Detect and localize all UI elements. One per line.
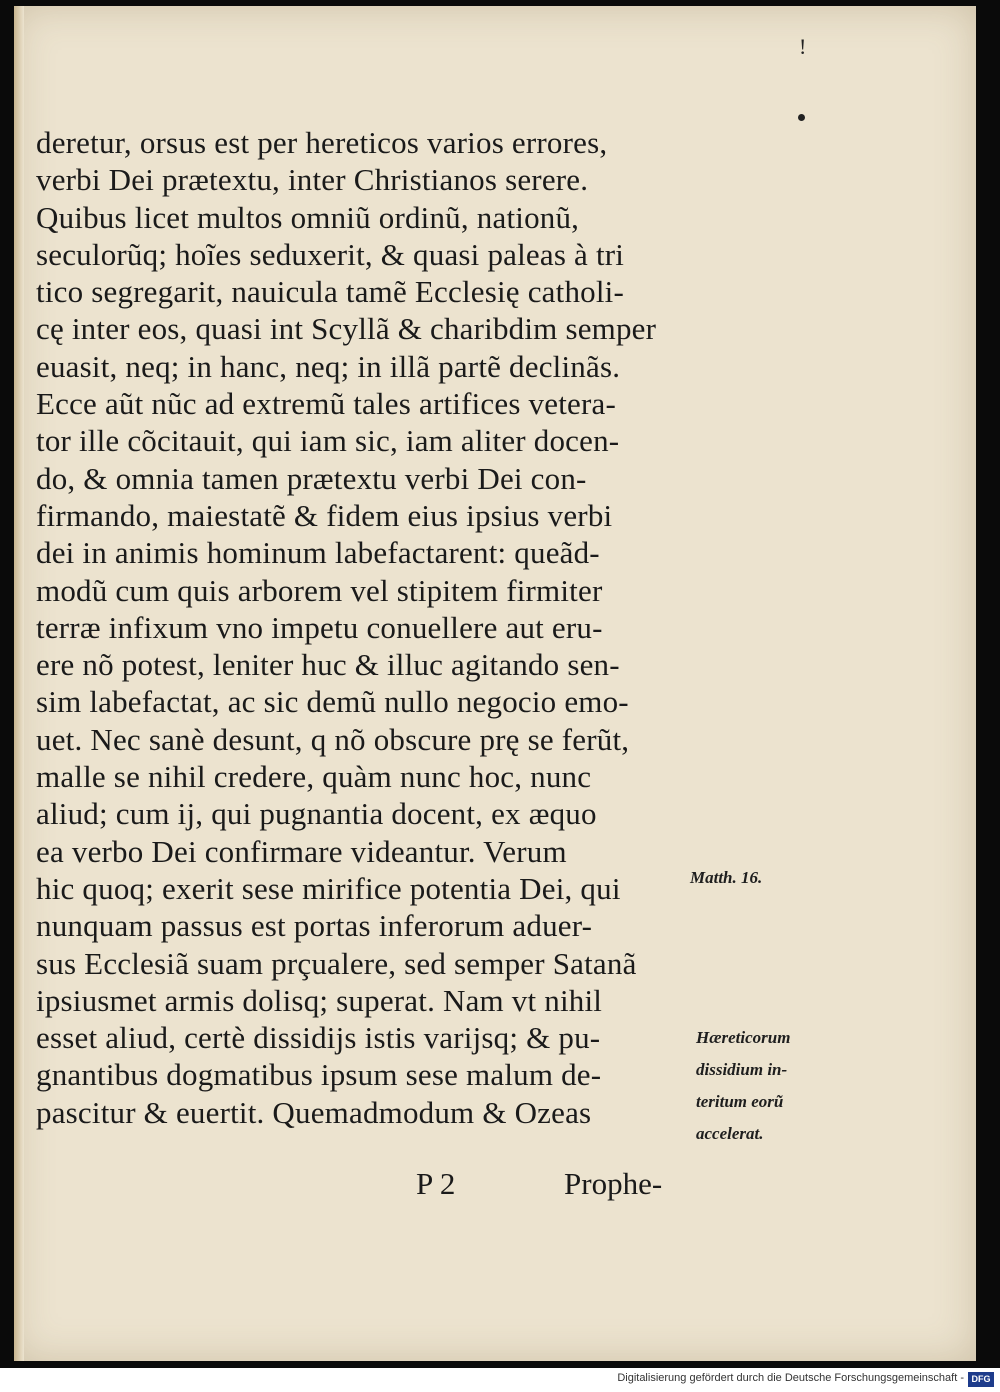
dfg-logo: DFG bbox=[968, 1372, 994, 1387]
text-line: uet. Nec sanè desunt, q nõ obscure prę se ferũt, bbox=[36, 721, 630, 757]
text-line: Ecce aũt nũc ad extremũ tales artifices vetera- bbox=[36, 386, 616, 422]
text-line: esset aliud, certè dissidijs istis varijsq; & pu- bbox=[36, 1020, 601, 1056]
main-text-block bbox=[36, 124, 716, 1131]
text-line: ere nõ potest, leniter huc & illuc agitando sen- bbox=[36, 647, 620, 683]
text-line: hic quoq; exerit sese mirifice potentia Dei, qui bbox=[36, 870, 621, 906]
signature-mark: P 2 bbox=[416, 1166, 456, 1201]
text-line: sus Ecclesiã suam prçualere, sed semper Satanã bbox=[36, 945, 637, 981]
text-line: sim labefactat, ac sic demũ nullo negocio emo- bbox=[36, 684, 629, 720]
folio-mark: ! bbox=[799, 34, 807, 59]
text-line: cę inter eos, quasi int Scyllã & charibdim semper bbox=[36, 311, 657, 347]
marginal-note-heretics-line1: Hæreticorum bbox=[696, 1028, 791, 1047]
marginal-note-heretics-line4: accelerat. bbox=[696, 1124, 764, 1143]
text-line: gnantibus dogmatibus ipsum sese malum de- bbox=[36, 1057, 602, 1093]
text-line: verbi Dei prætextu, inter Christianos serere. bbox=[36, 162, 589, 198]
text-line: malle se nihil credere, quàm nunc hoc, nunc bbox=[36, 759, 592, 795]
text-line: tico segregarit, nauicula tamẽ Ecclesię catholi- bbox=[36, 274, 624, 310]
page-gutter-shadow bbox=[14, 6, 24, 1361]
text-line: aliud; cum ij, qui pugnantia docent, ex æquo bbox=[36, 796, 597, 832]
text-line: terræ infixum vno impetu conuellere aut eru- bbox=[36, 609, 603, 645]
marginal-note-heretics-line3: teritum eorũ bbox=[696, 1092, 784, 1111]
marginal-note-heretics-line2: dissidium in- bbox=[696, 1060, 788, 1079]
footer-bar bbox=[0, 1368, 1000, 1392]
text-line: modũ cum quis arborem vel stipitem firmiter bbox=[36, 572, 603, 608]
catchword: Prophe- bbox=[564, 1166, 663, 1201]
text-line: ea verbo Dei confirmare videantur. Verum bbox=[36, 833, 567, 869]
marginal-note-matthew: Matth. 16. bbox=[690, 868, 763, 887]
text-line: do, & omnia tamen prætextu verbi Dei con- bbox=[36, 460, 587, 496]
ink-dot bbox=[798, 114, 805, 121]
text-line: dei in animis hominum labefactarent: queãd- bbox=[36, 535, 600, 571]
book-page bbox=[14, 6, 976, 1361]
text-line: Quibus licet multos omniũ ordinũ, nationũ, bbox=[36, 199, 580, 235]
text-line: deretur, orsus est per hereticos varios errores, bbox=[36, 125, 608, 160]
text-line: tor ille cõcitauit, qui iam sic, iam aliter docen- bbox=[36, 423, 620, 459]
text-line: euasit, neq; in hanc, neq; in illã partẽ declinãs. bbox=[36, 348, 621, 384]
text-line: ipsiusmet armis dolisq; superat. Nam vt nihil bbox=[36, 982, 603, 1018]
text-line: seculorũq; hoĩes seduxerit, & quasi paleas à tri bbox=[36, 236, 625, 272]
funding-notice: Digitalisierung gefördert durch die Deutsche Forschungsgemeinschaft - bbox=[617, 1372, 964, 1384]
text-line: firmando, maiestatẽ & fidem eius ipsius verbi bbox=[36, 497, 613, 533]
text-line: pascitur & euertit. Quemadmodum & Ozeas bbox=[36, 1094, 592, 1130]
text-line: nunquam passus est portas inferorum aduer- bbox=[36, 908, 593, 944]
